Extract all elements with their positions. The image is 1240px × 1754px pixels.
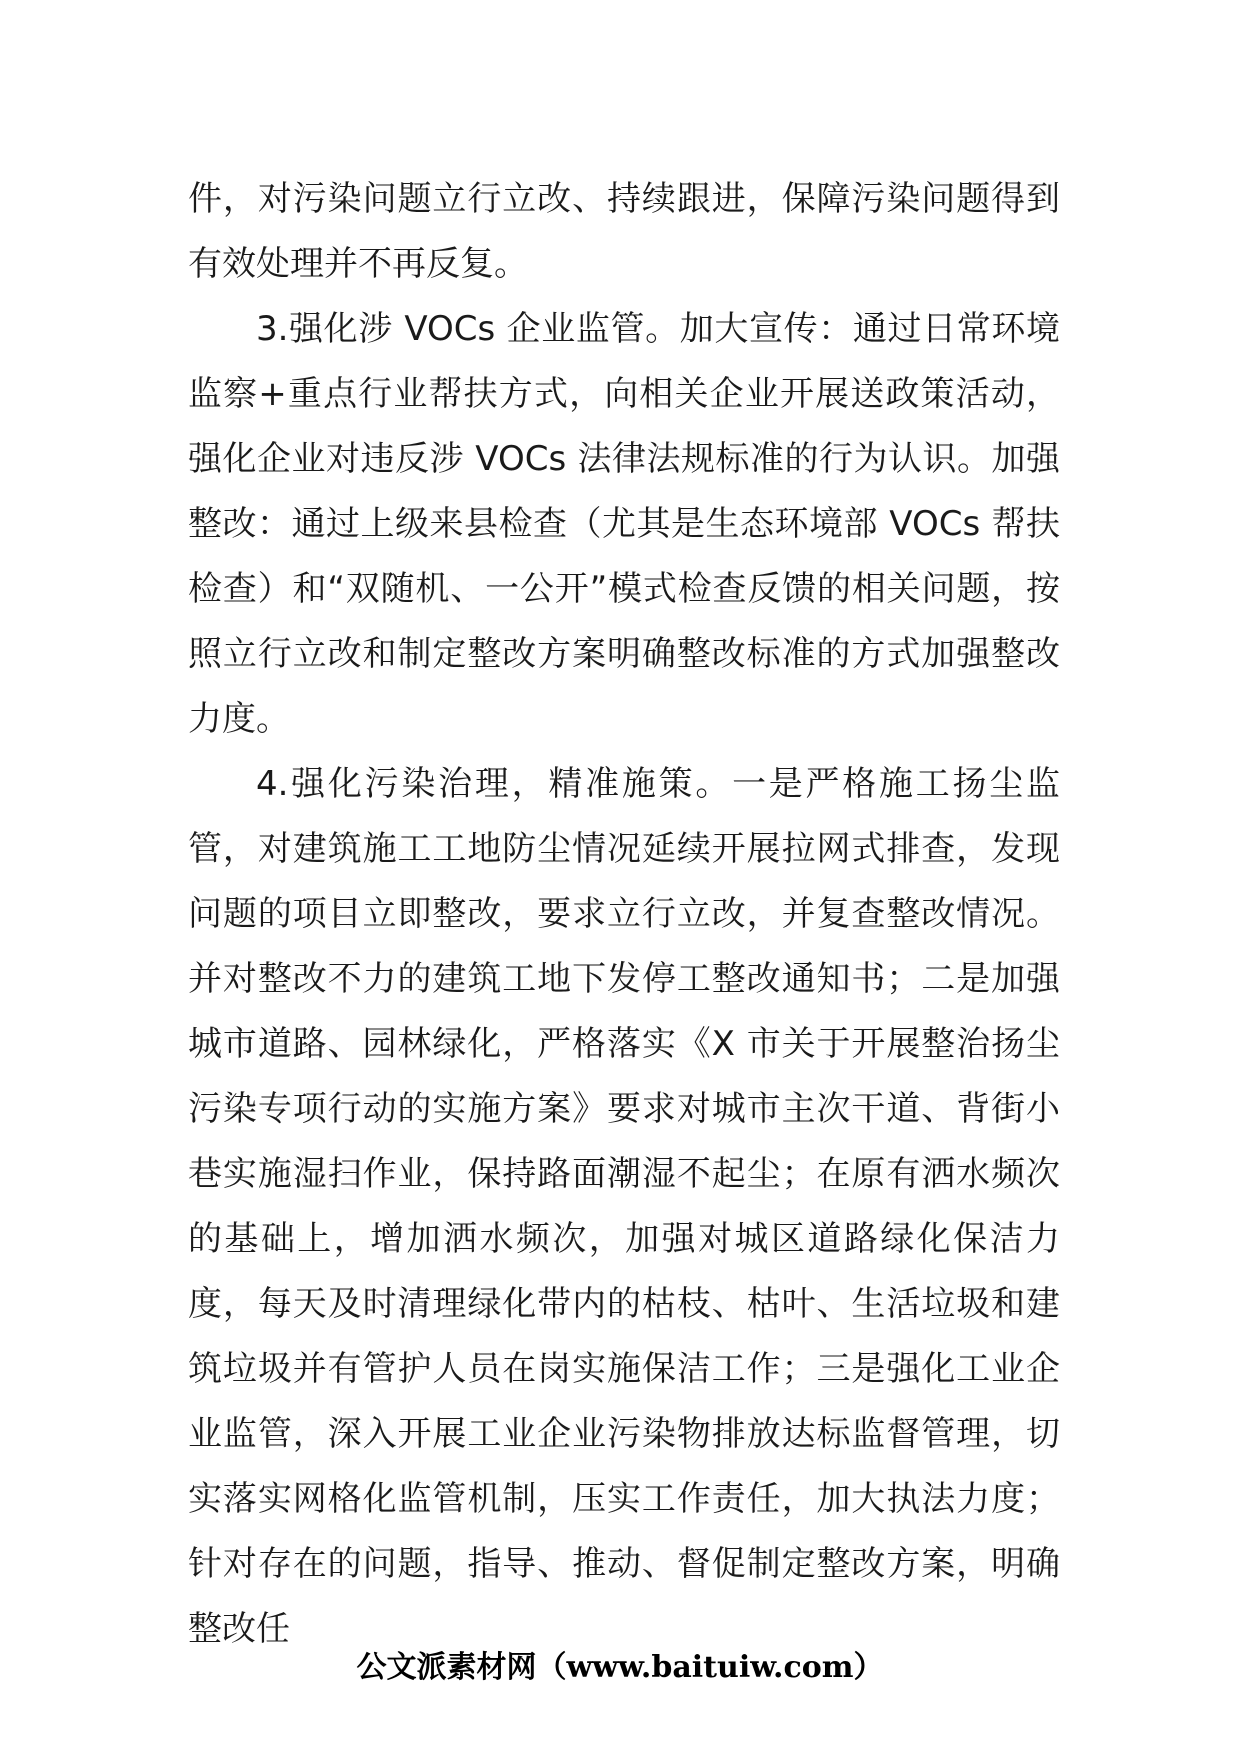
paragraph-vocs-supervision: 3.强化涉 VOCs 企业监管。加大宣传：通过日常环境监察+重点行业帮扶方式，向相关企业开展送政策活动，强化企业对违反涉 VOCs 法律法规标准的行为认识。加强整改：通过上级来县检查（尤其是生态环境部 VOCs 帮扶检查）和“双随机、一公开”模式检查反馈的相关问题，按照立行立改和制定整改方案明确整改标准的方式加强整改力度。 (188, 309, 1060, 739)
paragraph-continuation: 件，对污染问题立行立改、持续跟进，保障污染问题得到有效处理并不再反复。 (188, 179, 1060, 284)
paragraph-pollution-control: 4.强化污染治理，精准施策。一是严格施工扬尘监管，对建筑施工工地防尘情况延续开展拉网式排查，发现问题的项目立即整改，要求立行立改，并复查整改情况。并对整改不力的建筑工地下发停工整改通知书；二是加强城市道路、园林绿化，严格落实《X 市关于开展整治扬尘污染专项行动的实施方案》要求对城市主次干道、背街小巷实施湿扫作业，保持路面潮湿不起尘；在原有洒水频次的基础上，增加洒水频次，加强对城区道路绿化保洁力度，每天及时清理绿化带内的枯枝、枯叶、生活垃圾和建筑垃圾并有管护人员在岗实施保洁工作；三是强化工业企业监管，深入开展工业企业污染物排放达标监督管理，切实落实网格化监管机制，压实工作责任，加大执法力度；针对存在的问题，指导、推动、督促制定整改方案，明确整改任 (188, 764, 1060, 1649)
document-body (188, 167, 1060, 1662)
footer-watermark: 公文派素材网（www.baituiw.com） (356, 1650, 884, 1685)
